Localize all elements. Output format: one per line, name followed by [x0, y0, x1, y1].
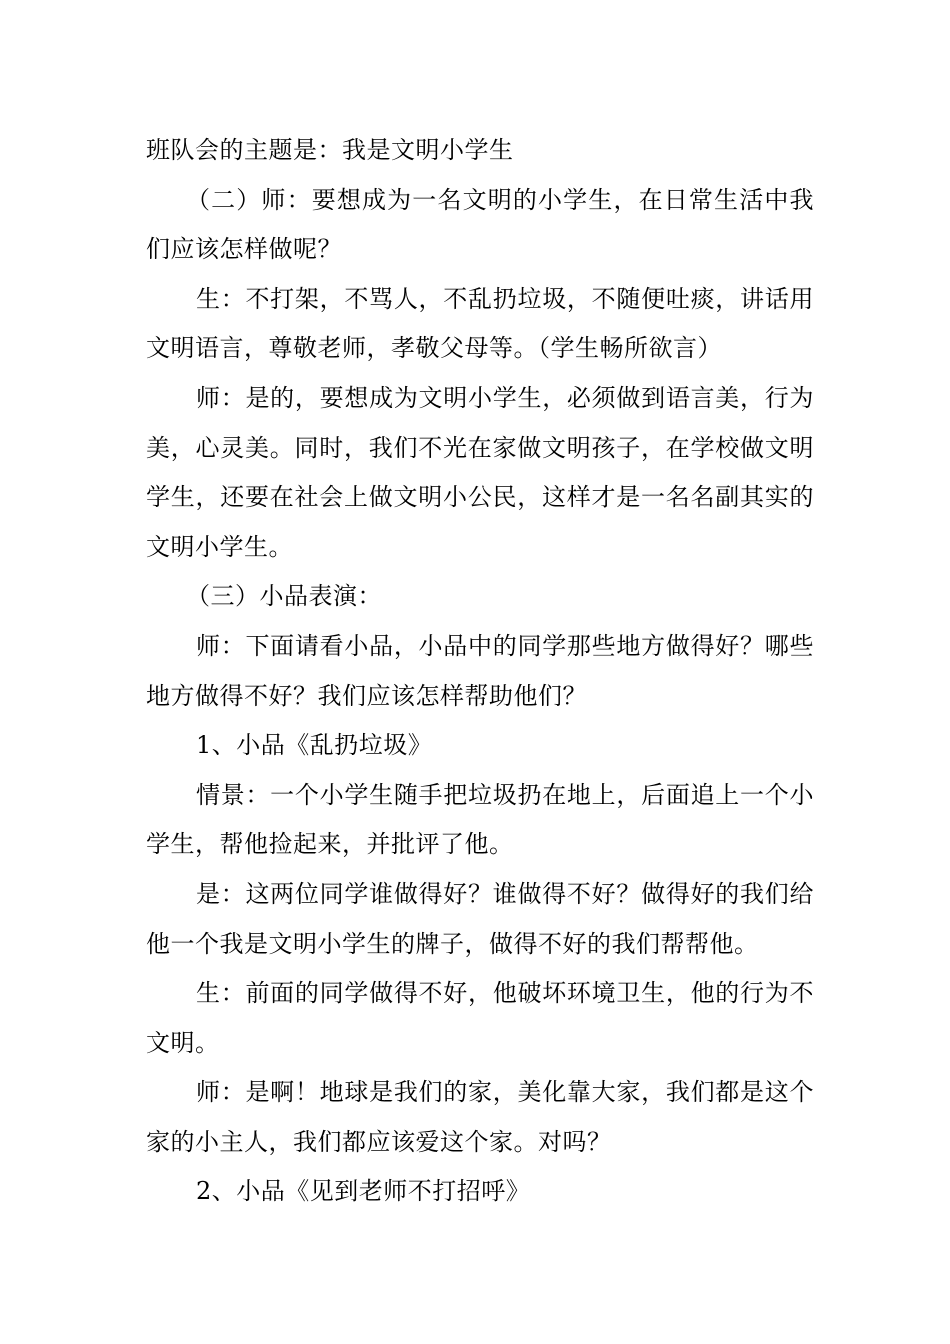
paragraph-sketch-one-answer: 生：前面的同学做得不好，他破坏环境卫生，他的行为不文明。	[146, 979, 814, 1057]
paragraph-sketch-two-title: 2、小品《见到老师不打招呼》	[196, 1177, 531, 1206]
paragraph-teacher-summary: 师：是的，要想成为文明小学生，必须做到语言美，行为美，心灵美。同时，我们不光在家做文明孩子，在学校做文明学生，还要在社会上做文明小公民，这样才是一名名副其实的文明小学生。	[146, 383, 814, 561]
paragraph-meeting-theme: 班队会的主题是：我是文明小学生	[146, 136, 514, 164]
paragraph-student-answer: 生：不打架，不骂人，不乱扔垃圾，不随便吐痰，讲话用文明语言，尊敬老师，孝敬父母等。（学生畅所欲言）	[146, 284, 814, 363]
paragraph-sketch-intro: 师：下面请看小品，小品中的同学那些地方做得好？哪些地方做得不好？我们应该怎样帮助他们？	[146, 631, 814, 710]
paragraph-sketch-one-question: 是：这两位同学谁做得好？谁做得不好？做得好的我们给他一个我是文明小学生的牌子，做得不好的我们帮帮他。	[146, 879, 814, 958]
paragraph-sketch-one-scene: 情景：一个小学生随手把垃圾扔在地上，后面追上一个小学生，帮他捡起来，并批评了他。	[146, 780, 814, 859]
paragraph-section-two: （二）师：要想成为一名文明的小学生，在日常生活中我们应该怎样做呢？	[146, 185, 814, 264]
paragraph-section-three: （三）小品表演：	[186, 582, 382, 611]
paragraph-sketch-one-title: 1、小品《乱扔垃圾》	[196, 731, 433, 760]
document-body	[146, 126, 814, 1217]
paragraph-sketch-one-conclusion: 师：是啊！地球是我们的家，美化靠大家，我们都是这个家的小主人，我们都应该爱这个家。对吗？	[146, 1078, 814, 1156]
